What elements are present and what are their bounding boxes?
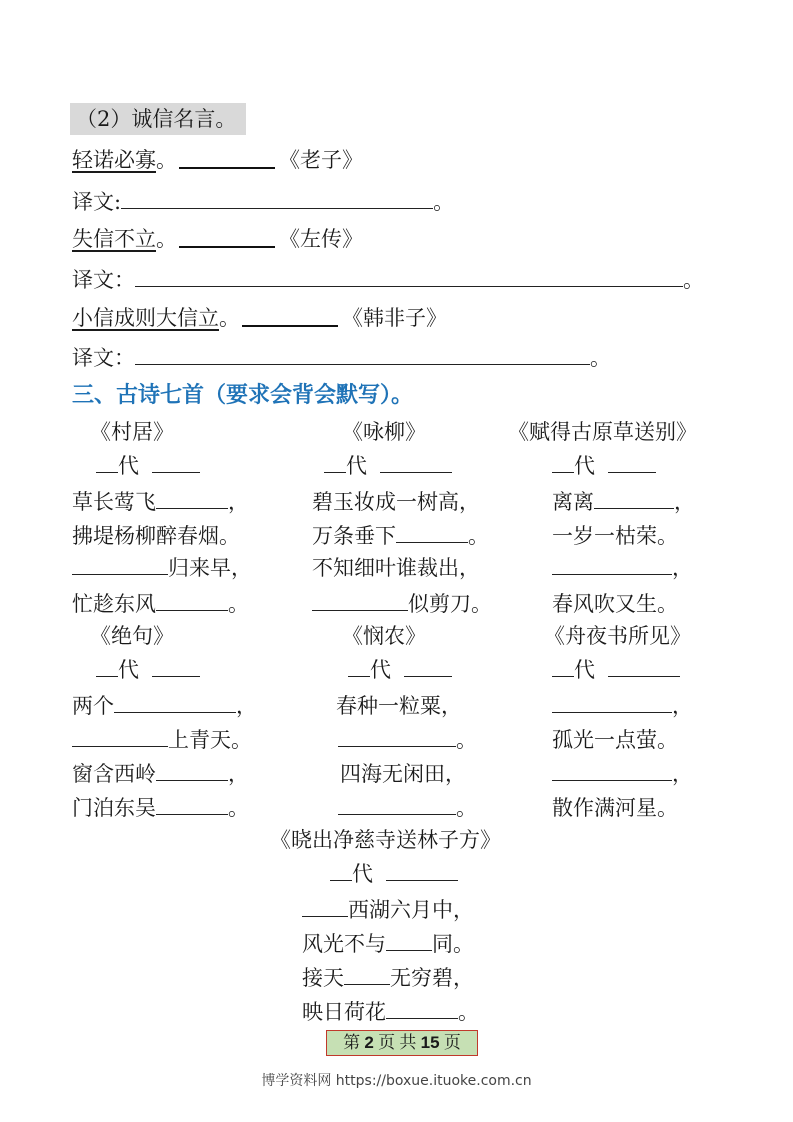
- translation-blank[interactable]: [135, 348, 590, 365]
- poem-title: 《绝句》: [90, 624, 174, 648]
- poem-title: 《咏柳》: [342, 420, 426, 444]
- poem-line: 西湖六月中，: [302, 894, 474, 926]
- poem-dynasty: 代: [348, 654, 452, 686]
- poem-line: 碧玉妆成一树高，: [312, 490, 480, 514]
- poem-line: 一岁一枯荣。: [552, 524, 678, 548]
- maxim-source: 《左传》: [279, 227, 363, 251]
- section-3-title: 三、古诗七首（要求会背会默写）。: [72, 382, 414, 408]
- poem-line: 不知细叶谁裁出，: [312, 556, 480, 580]
- poem-line: 映日荷花 。: [302, 1000, 479, 1024]
- poem-dynasty: 代: [552, 654, 680, 686]
- poem-title: 《晓出净慈寺送林子方》: [270, 828, 501, 852]
- poem-dynasty: 代: [96, 450, 200, 482]
- translation-2: 译文： 。: [72, 268, 704, 292]
- poem-title: 《赋得古原草送别》: [508, 420, 697, 444]
- poem-title: 《悯农》: [342, 624, 426, 648]
- poem-line: 孤光一点萤。: [552, 728, 678, 752]
- maxim-quote: 失信不立: [72, 227, 156, 251]
- footer-watermark: 博学资料网 https://boxue.ituoke.com.cn: [261, 1073, 532, 1089]
- poem-title: 《村居》: [90, 420, 174, 444]
- poem-line: 散作满河星。: [552, 796, 678, 820]
- poem-line: 接天 无穷碧，: [302, 966, 474, 990]
- poem-line: ，: [552, 758, 693, 790]
- maxim-3: 小信成则大信立。 《韩非子》: [72, 306, 447, 330]
- poem-line: 窗含西岭 ，: [72, 762, 249, 786]
- poem-dynasty: 代: [96, 654, 200, 686]
- poem-line: 草长莺飞 ，: [72, 490, 249, 514]
- poem-line: 四海无闲田，: [340, 762, 466, 786]
- maxim-source: 《韩非子》: [342, 306, 447, 330]
- poem-line: 。: [338, 792, 477, 824]
- poem-line: 春风吹又生。: [552, 592, 678, 616]
- poem-dynasty: 代: [330, 858, 458, 890]
- translation-1: 译文: 。: [72, 190, 455, 214]
- dash-line: [179, 155, 275, 169]
- poem-line: 归来早，: [72, 552, 252, 584]
- page-number: 第 2 页 共 15 页: [326, 1030, 478, 1056]
- translation-blank[interactable]: [135, 270, 683, 287]
- poem-line: 春种一粒粟，: [336, 694, 462, 718]
- maxim-1: 轻诺必寡。 《老子》: [72, 148, 363, 172]
- maxim-source: 《老子》: [279, 148, 363, 172]
- poem-line: 万条垂下 。: [312, 524, 489, 548]
- poem-line: 似剪刀。: [312, 588, 492, 620]
- poem-line: 拂堤杨柳醉春烟。: [72, 524, 240, 548]
- poem-line: ，: [552, 552, 693, 584]
- maxim-quote: 小信成则大信立: [72, 306, 219, 330]
- maxim-2: 失信不立。 《左传》: [72, 227, 363, 251]
- poem-line: 风光不与 同。: [302, 932, 474, 956]
- translation-blank[interactable]: [121, 192, 433, 209]
- maxims-heading: （2）诚信名言。: [70, 103, 246, 135]
- maxim-quote: 轻诺必寡: [72, 148, 156, 172]
- poem-title: 《舟夜书所见》: [544, 624, 691, 648]
- poem-line: 离离 ，: [552, 490, 695, 514]
- poem-line: 。: [338, 724, 477, 756]
- poem-line: 两个 ，: [72, 694, 257, 718]
- translation-3: 译文： 。: [72, 346, 611, 370]
- poem-line: 门泊东吴 。: [72, 796, 249, 820]
- poem-dynasty: 代: [324, 450, 452, 482]
- dash-line: [179, 234, 275, 248]
- poem-line: 上青天。: [72, 724, 252, 756]
- poem-line: ，: [552, 690, 693, 722]
- poem-dynasty: 代: [552, 450, 656, 482]
- poem-line: 忙趁东风 。: [72, 592, 249, 616]
- dash-line: [242, 313, 338, 327]
